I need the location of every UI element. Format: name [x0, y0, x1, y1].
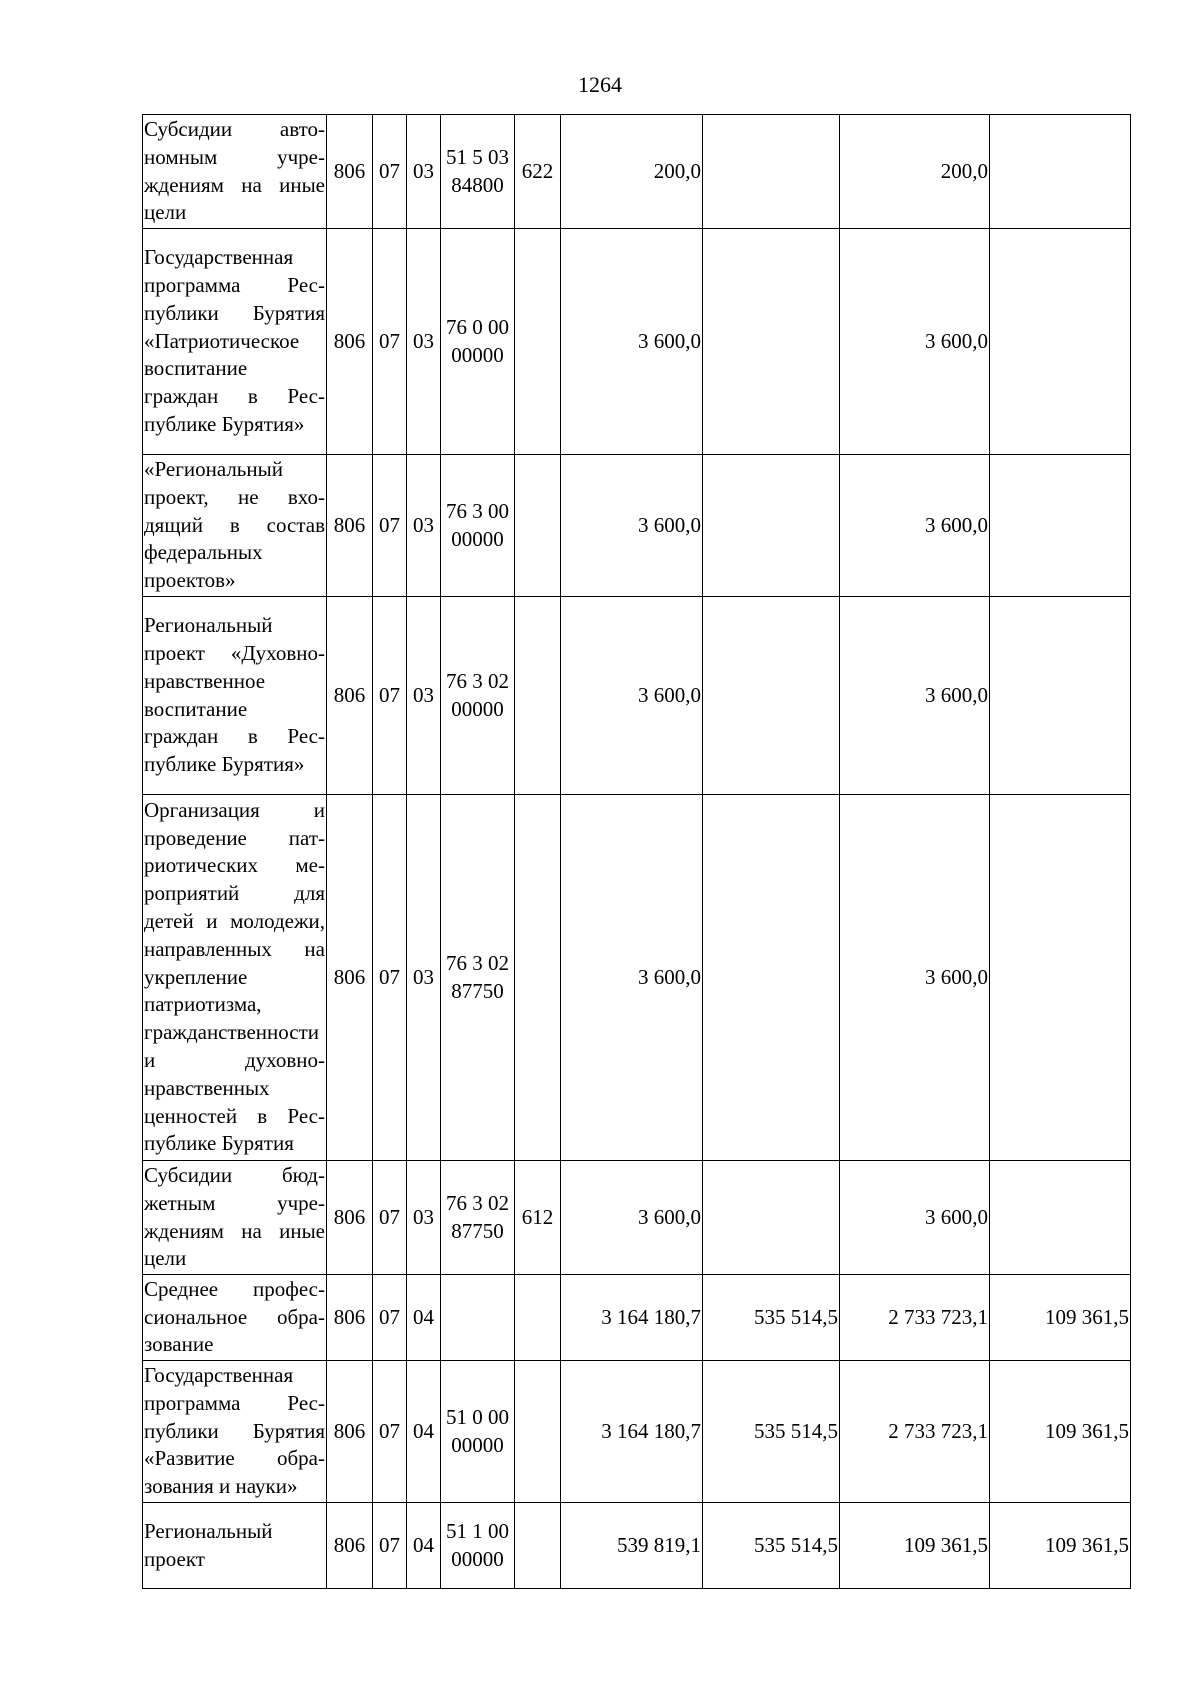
cell-csr: 76 3 02 00000 [441, 597, 515, 795]
cell-rz: 07 [373, 1361, 407, 1503]
table-row [143, 1503, 1131, 1589]
cell-amount-3: 109 361,5 [840, 1503, 990, 1589]
cell-amount-3: 3 600,0 [840, 1161, 990, 1275]
cell-gr: 806 [327, 1161, 373, 1275]
page-number: 1264 [578, 72, 622, 97]
cell-gr: 806 [327, 455, 373, 597]
cell-pr: 04 [407, 1503, 441, 1589]
cell-total: 3 600,0 [561, 597, 703, 795]
cell-gr: 806 [327, 229, 373, 455]
cell-amount-2: 535 514,5 [703, 1275, 840, 1361]
cell-amount-4: 109 361,5 [990, 1275, 1131, 1361]
cell-amount-2 [703, 115, 840, 229]
table-row [143, 597, 1131, 795]
cell-amount-2 [703, 597, 840, 795]
cell-amount-4 [990, 597, 1131, 795]
cell-pr: 04 [407, 1275, 441, 1361]
cell-name: Субсидии бюджетным учреждениям на иные цели [143, 1161, 327, 1275]
cell-total: 539 819,1 [561, 1503, 703, 1589]
cell-amount-4 [990, 795, 1131, 1161]
cell-vr [515, 1361, 561, 1503]
cell-gr: 806 [327, 1275, 373, 1361]
cell-amount-3: 3 600,0 [840, 795, 990, 1161]
table-row [143, 795, 1131, 1161]
cell-rz: 07 [373, 1275, 407, 1361]
cell-total: 3 164 180,7 [561, 1361, 703, 1503]
cell-total: 200,0 [561, 115, 703, 229]
cell-pr: 03 [407, 229, 441, 455]
cell-total: 3 600,0 [561, 1161, 703, 1275]
cell-pr: 03 [407, 455, 441, 597]
cell-gr: 806 [327, 1361, 373, 1503]
budget-table [142, 114, 1131, 1589]
cell-vr [515, 795, 561, 1161]
cell-pr: 03 [407, 1161, 441, 1275]
cell-amount-2: 535 514,5 [703, 1361, 840, 1503]
cell-amount-2 [703, 1161, 840, 1275]
table-row [143, 229, 1131, 455]
cell-csr [441, 1275, 515, 1361]
cell-name: Организация и проведение патриотических мероприятий для детей и молодежи, направленных на укрепление патриотизма, гражданственности и духовнонравственных ценностей в Республике Бурятия [143, 795, 327, 1161]
cell-pr: 03 [407, 795, 441, 1161]
cell-rz: 07 [373, 455, 407, 597]
cell-csr: 76 3 02 87750 [441, 1161, 515, 1275]
cell-name: Региональный проект «Духовно-нравственное воспитание граждан в Республике Бурятия» [143, 597, 327, 795]
cell-rz: 07 [373, 115, 407, 229]
cell-amount-4 [990, 115, 1131, 229]
cell-name: Субсидии автономным учреждениям на иные цели [143, 115, 327, 229]
cell-vr [515, 455, 561, 597]
cell-vr: 612 [515, 1161, 561, 1275]
table-row [143, 115, 1131, 229]
cell-rz: 07 [373, 1503, 407, 1589]
cell-name: Региональный проект [143, 1503, 327, 1589]
cell-csr: 76 3 00 00000 [441, 455, 515, 597]
cell-total: 3 164 180,7 [561, 1275, 703, 1361]
cell-amount-4: 109 361,5 [990, 1503, 1131, 1589]
cell-total: 3 600,0 [561, 229, 703, 455]
cell-vr [515, 1275, 561, 1361]
cell-amount-3: 200,0 [840, 115, 990, 229]
cell-amount-3: 3 600,0 [840, 229, 990, 455]
cell-amount-4 [990, 455, 1131, 597]
cell-csr: 51 5 03 84800 [441, 115, 515, 229]
cell-amount-4: 109 361,5 [990, 1361, 1131, 1503]
cell-rz: 07 [373, 229, 407, 455]
cell-gr: 806 [327, 795, 373, 1161]
cell-total: 3 600,0 [561, 795, 703, 1161]
table-row [143, 455, 1131, 597]
cell-vr [515, 229, 561, 455]
cell-amount-3: 3 600,0 [840, 597, 990, 795]
cell-amount-2 [703, 455, 840, 597]
cell-amount-2 [703, 229, 840, 455]
table-body [143, 115, 1131, 1589]
cell-amount-3: 3 600,0 [840, 455, 990, 597]
cell-total: 3 600,0 [561, 455, 703, 597]
table-row [143, 1161, 1131, 1275]
cell-csr: 76 3 02 87750 [441, 795, 515, 1161]
cell-rz: 07 [373, 597, 407, 795]
cell-amount-3: 2 733 723,1 [840, 1275, 990, 1361]
cell-csr: 51 1 00 00000 [441, 1503, 515, 1589]
cell-name: Государственная программа Республики Бурятия «Патриотическое воспитание граждан в Республике Бурятия» [143, 229, 327, 455]
cell-amount-2 [703, 795, 840, 1161]
cell-amount-4 [990, 229, 1131, 455]
cell-pr: 04 [407, 1361, 441, 1503]
cell-gr: 806 [327, 597, 373, 795]
cell-pr: 03 [407, 597, 441, 795]
cell-vr: 622 [515, 115, 561, 229]
cell-rz: 07 [373, 795, 407, 1161]
cell-amount-3: 2 733 723,1 [840, 1361, 990, 1503]
table-row [143, 1275, 1131, 1361]
cell-amount-2: 535 514,5 [703, 1503, 840, 1589]
cell-gr: 806 [327, 115, 373, 229]
cell-amount-4 [990, 1161, 1131, 1275]
cell-name: Среднее профессиональное образование [143, 1275, 327, 1361]
cell-gr: 806 [327, 1503, 373, 1589]
cell-name: «Региональный проект, не входящий в состав федеральных проектов» [143, 455, 327, 597]
table-row [143, 1361, 1131, 1503]
cell-rz: 07 [373, 1161, 407, 1275]
cell-vr [515, 597, 561, 795]
cell-name: Государственная программа Республики Бурятия «Развитие образования и науки» [143, 1361, 327, 1503]
cell-csr: 76 0 00 00000 [441, 229, 515, 455]
cell-pr: 03 [407, 115, 441, 229]
cell-vr [515, 1503, 561, 1589]
cell-csr: 51 0 00 00000 [441, 1361, 515, 1503]
